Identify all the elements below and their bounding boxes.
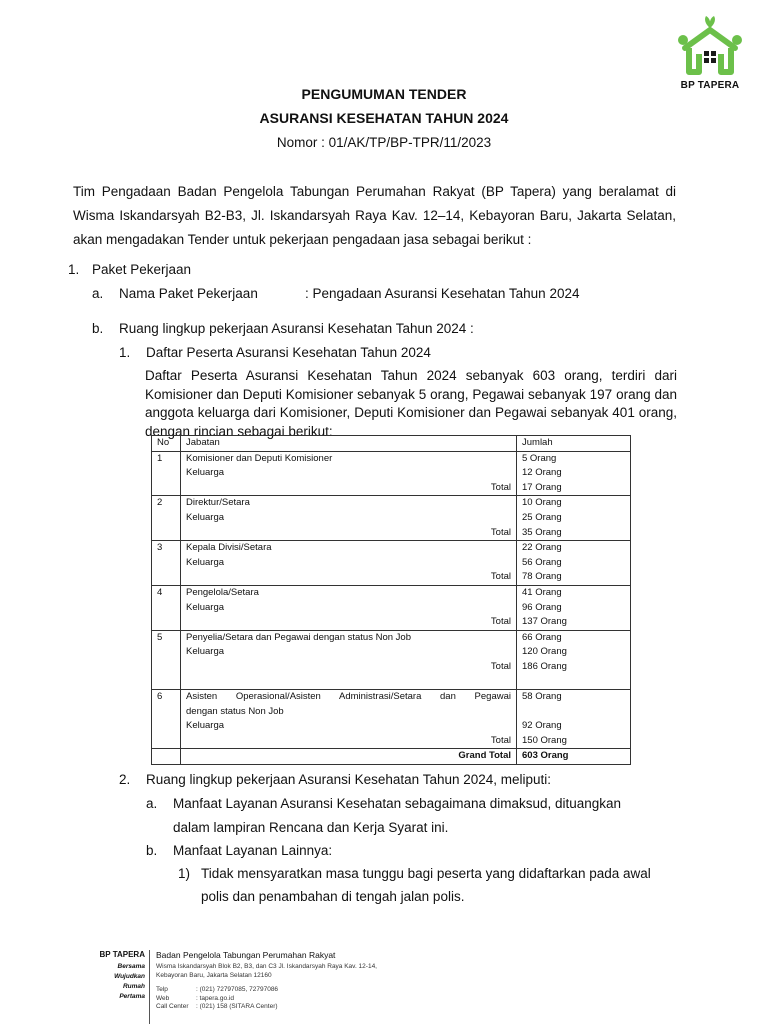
row-total-label: Total [490,734,511,746]
item-b2b1-line2: polis dan penambahan di tengah jalan polis. [201,889,465,904]
row-keluarga: Keluarga [181,645,517,660]
item-b2b1-number: 1) [178,866,191,881]
footer-tagline-3: Rumah [122,983,145,990]
row-no: 4 [152,585,181,600]
row-total-label: Total [490,616,511,628]
row-keluarga: Keluarga [181,719,517,734]
footer-contact-block [156,950,410,1012]
row-no: 1 [152,451,181,466]
table-header-row [152,436,631,452]
intro-paragraph: Tim Pengadaan Badan Pengelola Tabungan Perumahan Rakyat (BP Tapera) yang beralamat di Wisma Iskandarsyah B2-B3, Jl. Iskandarsyah Raya Kav. 12–14, Kebayoran Baru, Jakarta Selatan, akan mengadakan Tender untuk pekerjaan pengadaan jasa sebagai berikut : [73,184,676,247]
footer-tagline-4: Pertama [119,993,145,1000]
row-count: 41 Orang [517,585,631,600]
header-jabatan: Jabatan [181,436,517,452]
item-b2b1-line1: Tidak mensyaratkan masa tunggu bagi peserta yang didaftarkan pada awal [201,866,651,881]
row-keluarga: Keluarga [181,511,517,526]
footer-brand-block [92,950,145,1002]
row-total: 78 Orang [517,570,631,585]
row-count: 92 Orang [517,719,631,734]
table-row [152,645,631,660]
table-row [152,719,631,734]
row-total: 137 Orang [517,615,631,630]
section-1-label: Paket Pekerjaan [92,262,192,277]
item-b2-label: Ruang lingkup pekerjaan Asuransi Kesehatan Tahun 2024, meliputi: [146,772,552,787]
item-b1-title: Daftar Peserta Asuransi Kesehatan Tahun 2024 [146,345,431,360]
logo-brand-text: BP TAPERA [680,80,740,91]
row-keluarga: Keluarga [181,466,517,481]
row-count: 12 Orang [517,466,631,481]
item-b2b-label: Manfaat Layanan Lainnya: [173,843,333,858]
table-row [152,451,631,466]
footer-org-name: Badan Pengelola Tabungan Perumahan Rakyat [156,950,336,960]
footer-web-label: Web [156,994,170,1002]
row-jabatan-cont: dengan status Non Job [181,705,517,720]
row-keluarga: Keluarga [181,556,517,571]
header-no: No [152,436,181,452]
footer-tagline-1: Bersama [117,963,145,970]
row-total: 150 Orang [517,734,631,749]
row-count: 66 Orang [517,630,631,645]
table-row [152,734,631,749]
row-jabatan: Pengelola/Setara [181,585,517,600]
row-count: 22 Orang [517,541,631,556]
table-row [152,585,631,600]
footer-telp-label: Telp [156,986,168,993]
row-count: 96 Orang [517,601,631,616]
table-row [152,541,631,556]
row-jabatan: Kepala Divisi/Setara [181,541,517,556]
table-row [152,705,631,720]
tapera-house-icon [675,14,745,78]
footer-divider [149,950,150,1024]
row-count: 25 Orang [517,511,631,526]
footer-web [156,995,410,1004]
table-row [152,630,631,645]
row-total-label: Total [490,660,511,672]
row-jabatan: Komisioner dan Deputi Komisioner [181,451,517,466]
footer-address-line1: Wisma Iskandarsyah Blok B2, B3, dan C3 Jl. Iskandarsyah Raya Kav. 12-14, [156,963,377,970]
footer-brand: BP TAPERA [99,950,145,959]
table-row [152,690,631,705]
row-no: 2 [152,496,181,511]
table-row [152,570,631,585]
document-number: Nomor : 01/AK/TP/BP-TPR/11/2023 [276,135,492,150]
row-no: 6 [152,690,181,705]
row-keluarga: Keluarga [181,601,517,616]
row-total: 186 Orang [517,660,631,675]
header-jumlah: Jumlah [517,436,631,452]
footer-telp [156,986,410,995]
table-row [152,615,631,630]
row-jabatan: Direktur/Setara [181,496,517,511]
table-row [152,481,631,496]
table-row [152,526,631,541]
bp-tapera-logo [672,14,748,91]
row-total-label: Total [490,571,511,583]
row-count: 120 Orang [517,645,631,660]
row-total: 17 Orang [517,481,631,496]
table-row [152,511,631,526]
table-row [152,466,631,481]
item-b-label: Ruang lingkup pekerjaan Asuransi Kesehatan Tahun 2024 : [119,321,474,336]
page-title: PENGUMUMAN TENDER [301,86,467,102]
footer [92,950,410,1024]
item-a-value: : Pengadaan Asuransi Kesehatan Tahun 2024 [305,286,580,301]
row-jabatan: Asisten Operasional/Asisten Administrasi/Setara dan Pegawai [181,690,517,705]
item-b2b-number: b. [146,843,158,858]
row-count: 5 Orang [517,451,631,466]
item-b1-number: 1. [119,345,131,360]
table-row [152,556,631,571]
row-total: 35 Orang [517,526,631,541]
section-1-number: 1. [68,262,80,277]
row-no: 5 [152,630,181,645]
footer-cc-value: : (021) 158 (SITARA Center) [196,1003,278,1010]
row-count: 56 Orang [517,556,631,571]
table-row [152,601,631,616]
item-b-number: b. [92,321,104,336]
footer-tagline-2: Wujudkan [114,973,145,980]
footer-callcenter [156,1003,410,1012]
item-b2a-line2: dalam lampiran Rencana dan Kerja Syarat ini. [173,820,449,835]
row-total-label: Total [490,526,511,538]
page-subtitle: ASURANSI KESEHATAN TAHUN 2024 [259,110,509,126]
item-b2a-number: a. [146,796,158,811]
grand-total-value: 603 Orang [517,749,631,765]
item-b1-description: Daftar Peserta Asuransi Kesehatan Tahun 2024 sebanyak 603 orang, terdiri dari Komisioner dan Deputi Komisioner sebanyak 5 orang, Pegawai sebanyak 197 orang dan anggota keluarga dari Komisioner, Deputi Komisioner dan Pegawai sebanyak 401 orang, dengan rincian sebagai berikut: [145,368,677,439]
grand-total-label: Grand Total [458,750,511,762]
participant-table [151,435,631,765]
footer-web-value[interactable]: : tapera.go.id [196,994,234,1002]
row-count: 10 Orang [517,496,631,511]
row-count: 58 Orang [517,690,631,705]
item-a-number: a. [92,286,104,301]
footer-address-line2: Kebayoran Baru, Jakarta Selatan 12160 [156,972,272,979]
row-total-label: Total [490,481,511,493]
row-no: 3 [152,541,181,556]
row-jabatan: Penyelia/Setara dan Pegawai dengan status Non Job [181,630,517,645]
footer-telp-value: : (021) 72797085, 72797086 [196,986,279,993]
table-row [152,660,631,675]
footer-cc-label: Call Center [156,1003,189,1010]
table-row [152,496,631,511]
table-spacer-row [152,675,631,690]
grand-total-row [152,749,631,765]
item-a-label: Nama Paket Pekerjaan [119,286,258,301]
item-b2-number: 2. [119,772,131,787]
item-b2a-line1: Manfaat Layanan Asuransi Kesehatan sebagaimana dimaksud, dituangkan [173,796,622,811]
